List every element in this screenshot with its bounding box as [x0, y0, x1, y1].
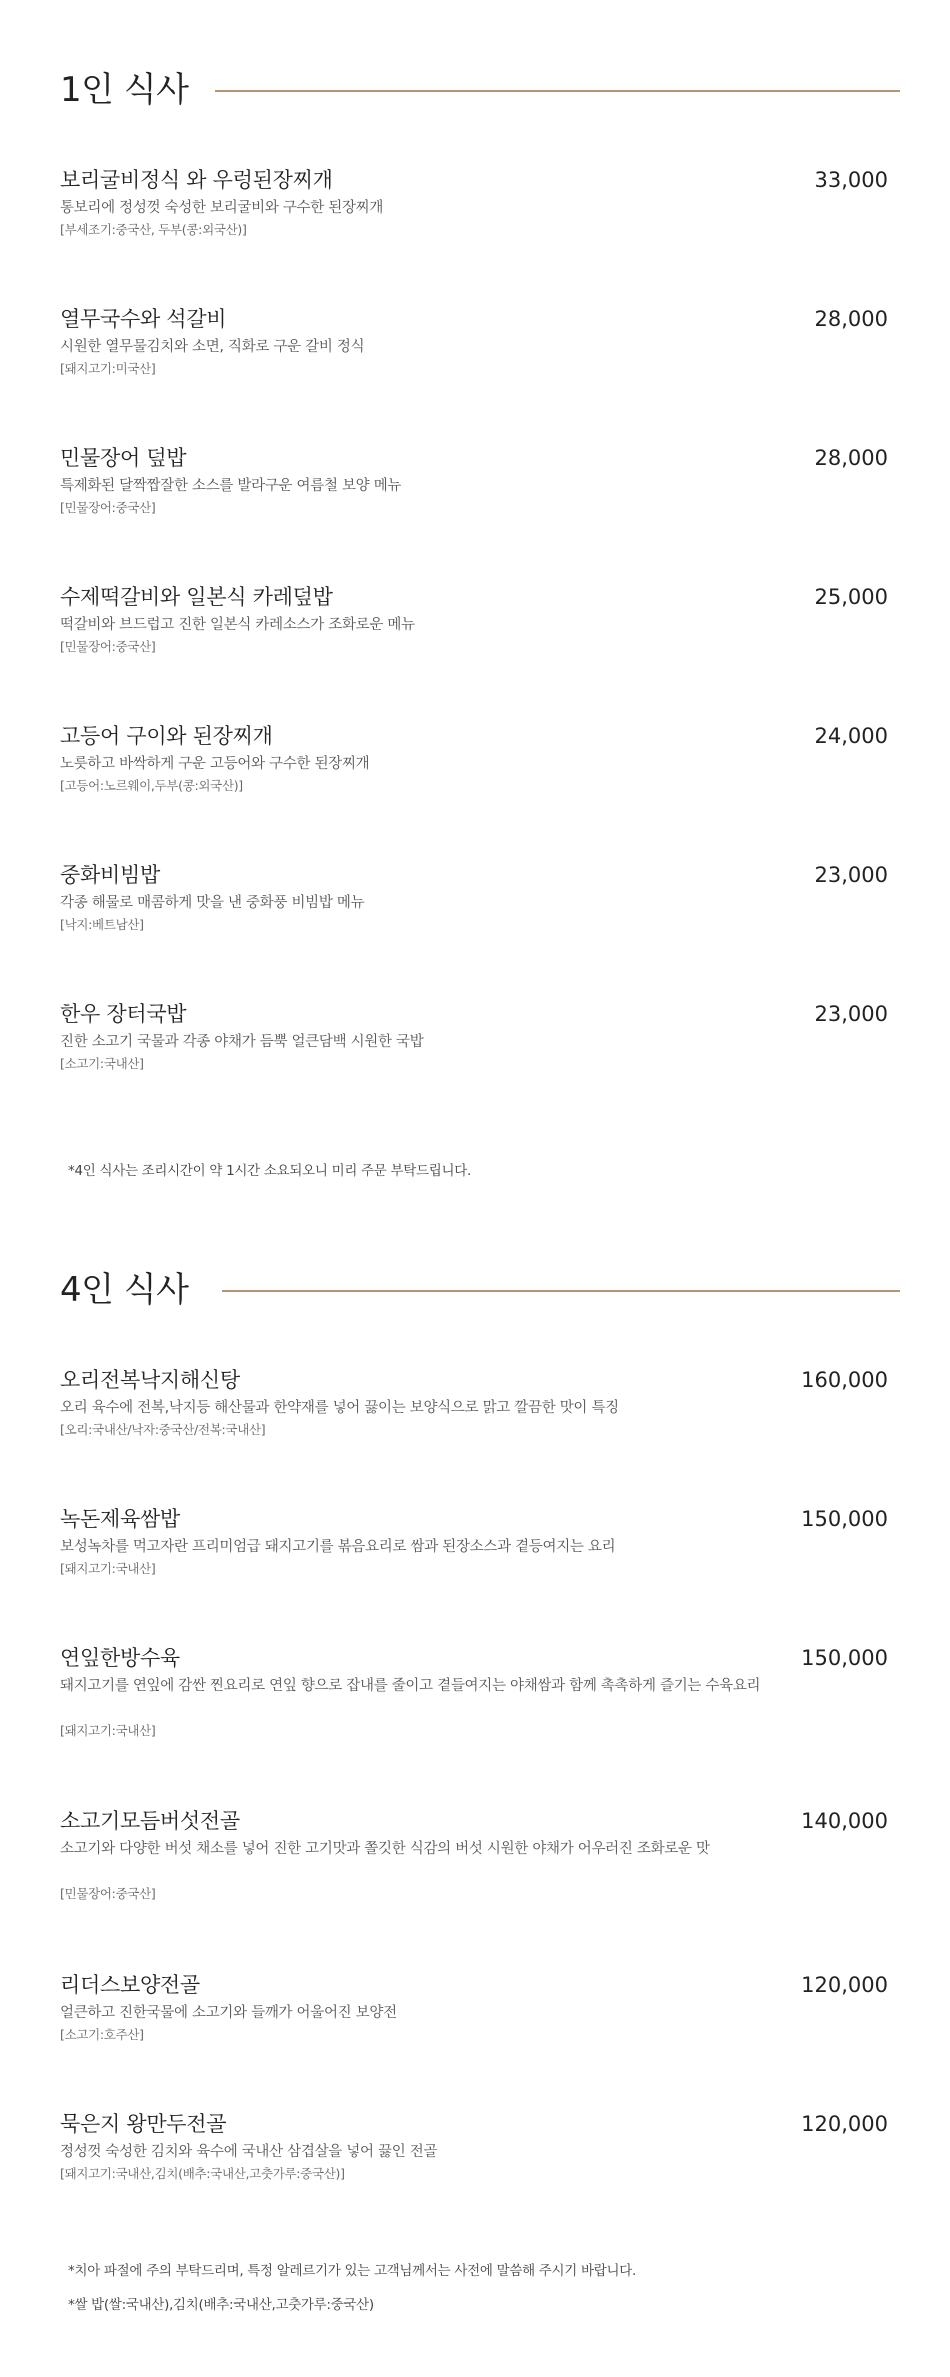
- menu-item-origin: [돼지고기:국내산]: [60, 1561, 156, 1576]
- section-header: [60, 65, 900, 115]
- menu-item-description: 돼지고기를 연잎에 감싼 찐요리로 연잎 향으로 잡내를 줄이고 곁들여지는 야채쌈과 함께 촉촉하게 즐기는 수육요리: [60, 1678, 761, 1694]
- menu-item-origin: [돼지고기:국내산,김치(배추:국내산,고춧가루:중국산)]: [60, 2166, 345, 2181]
- menu-item-name: 녹돈제육쌈밥: [60, 1507, 180, 1531]
- menu-item-name: 소고기모듬버섯전골: [60, 1809, 240, 1833]
- menu-item-price: 24,000: [814, 724, 888, 748]
- menu-item-description: 통보리에 정성껏 숙성한 보리굴비와 구수한 된장찌개: [60, 200, 384, 216]
- menu-item-name: 수제떡갈비와 일본식 카레덮밥: [60, 585, 333, 609]
- menu-item-origin: [오리:국내산/낙자:중국산/전복:국내산]: [60, 1422, 266, 1437]
- menu-item-name: 한우 장터국밥: [60, 1002, 187, 1026]
- menu-item-origin: [돼지고기:국내산]: [60, 1723, 156, 1738]
- section-2-person-meal: [60, 1265, 900, 1315]
- menu-item-origin: [소고기:국내산]: [60, 1056, 144, 1071]
- footer-note-allergy: *치아 파절에 주의 부탁드리며, 특정 알레르기가 있는 고객님께서는 사전에 말씀해 주시기 바랍니다.: [68, 2263, 636, 2279]
- menu-item-description: 시원한 열무물김치와 소면, 직화로 구운 갈비 정식: [60, 339, 365, 355]
- menu-item-price: 150,000: [801, 1646, 888, 1670]
- menu-item-description: 소고기와 다양한 버섯 채소를 넣어 진한 고기맛과 쫄깃한 식감의 버섯 시원한 야채가 어우러진 조화로운 맛: [60, 1841, 710, 1857]
- menu-item-origin: [고등어:노르웨이,두부(콩:외국산)]: [60, 778, 243, 793]
- menu-item-name: 리더스보양전골: [60, 1973, 200, 1997]
- menu-item-description: 오리 육수에 전복,낙지등 해산물과 한약재를 넣어 끓이는 보양식으로 맑고 깔끔한 맛이 특징: [60, 1400, 619, 1416]
- menu-item-origin: [부세조기:중국산, 두부(콩:외국산)]: [60, 222, 247, 237]
- section-1-person-meal: [60, 65, 900, 115]
- section-header: [60, 1265, 900, 1315]
- section-divider: [222, 1290, 900, 1292]
- section-1-items: [60, 165, 900, 1095]
- menu-item-description: 노릇하고 바싹하게 구운 고등어와 구수한 된장찌개: [60, 756, 370, 772]
- menu-item-price: 140,000: [801, 1809, 888, 1833]
- section-1-note: *4인 식사는 조리시간이 약 1시간 소요되오니 미리 주문 부탁드립니다.: [68, 1163, 471, 1179]
- menu-item-origin: [민물장어:중국산]: [60, 1886, 156, 1901]
- menu-item-price: 120,000: [801, 2112, 888, 2136]
- menu-item-description: 진한 소고기 국물과 각종 야채가 듬뿍 얼큰담백 시원한 국밥: [60, 1034, 424, 1050]
- menu-item-name: 중화비빔밥: [60, 863, 160, 887]
- menu-item-name: 연잎한방수육: [60, 1646, 180, 1670]
- menu-item-description: 각종 해물로 매콤하게 맛을 낸 중화풍 비빔밥 메뉴: [60, 895, 365, 911]
- menu-item-name: 고등어 구이와 된장찌개: [60, 724, 273, 748]
- menu-item-description: 떡갈비와 브드럽고 진한 일본식 카레소스가 조화로운 메뉴: [60, 617, 415, 633]
- menu-item-description: 보성녹차를 먹고자란 프리미엄급 돼지고기를 볶음요리로 쌈과 된장소스과 곁등여지는 요리: [60, 1539, 616, 1555]
- menu-item-origin: [민물장어:중국산]: [60, 500, 156, 515]
- section-divider: [215, 90, 900, 92]
- menu-item-price: 28,000: [814, 307, 888, 331]
- menu-item-price: 160,000: [801, 1368, 888, 1392]
- section-2-items: [60, 1365, 900, 2205]
- menu-item-origin: [낙지:베트남산]: [60, 917, 144, 932]
- menu-item-origin: [소고기:호주산]: [60, 2027, 144, 2042]
- menu-item-name: 묵은지 왕만두전골: [60, 2112, 227, 2136]
- menu-item-origin: [돼지고기:미국산]: [60, 361, 156, 376]
- menu-item-price: 25,000: [814, 585, 888, 609]
- menu-item-price: 23,000: [814, 1002, 888, 1026]
- menu-item-name: 민물장어 덮밥: [60, 446, 187, 470]
- menu-item-price: 120,000: [801, 1973, 888, 1997]
- menu-item-description: 얼큰하고 진한국물에 소고기와 들깨가 어울어진 보양전: [60, 2005, 397, 2021]
- menu-item-price: 150,000: [801, 1507, 888, 1531]
- menu-item-description: 정성껏 숙성한 김치와 육수에 국내산 삼겹살을 넣어 끓인 전골: [60, 2144, 438, 2160]
- menu-item-origin: [민물장어:중국산]: [60, 639, 156, 654]
- section-title: 1인 식사: [60, 70, 189, 110]
- menu-item-price: 28,000: [814, 446, 888, 470]
- menu-item-description: 특제화된 달짝짭잘한 소스를 발라구운 여름철 보양 메뉴: [60, 478, 402, 494]
- menu-item-price: 33,000: [814, 168, 888, 192]
- footer-note-origin: *쌀 밥(쌀:국내산),김치(배추:국내산,고춧가루:중국산): [68, 2297, 374, 2313]
- menu-item-name: 보리굴비정식 와 우렁된장찌개: [60, 168, 333, 192]
- menu-item-price: 23,000: [814, 863, 888, 887]
- menu-item-name: 오리전복낙지해신탕: [60, 1368, 240, 1392]
- menu-item-name: 열무국수와 석갈비: [60, 307, 227, 331]
- section-title: 4인 식사: [60, 1270, 189, 1310]
